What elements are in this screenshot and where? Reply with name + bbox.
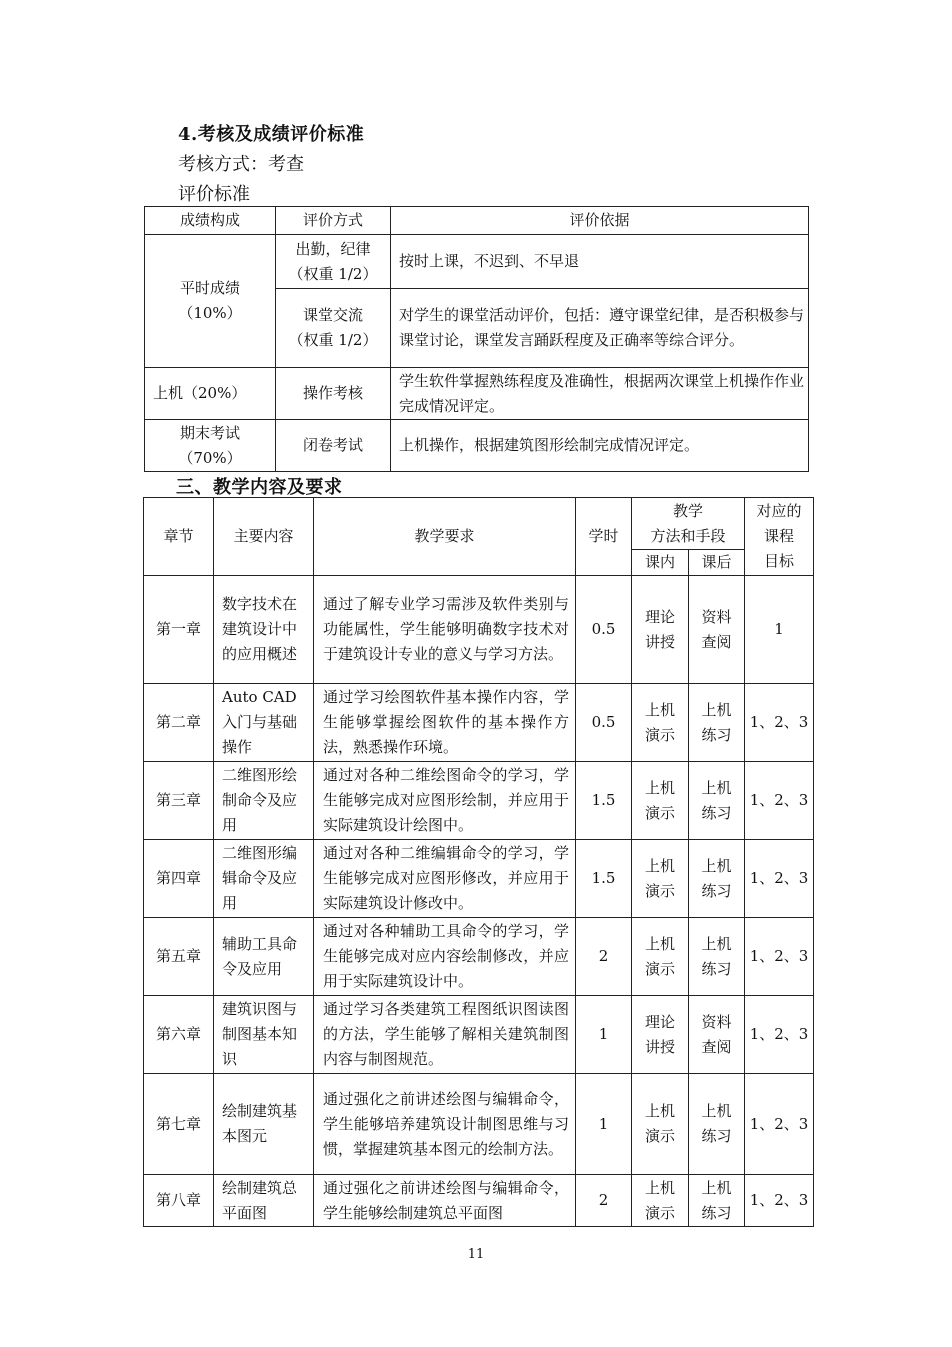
eval-method-attendance: 出勤，纪律 （权重 1/2） <box>276 235 391 289</box>
table-row <box>144 1175 814 1227</box>
requirement-cell: 通过强化之前讲述绘图与编辑命令，学生能够绘制建筑总平面图 <box>314 1175 576 1227</box>
evaluation-table <box>144 206 809 472</box>
chapter-cell: 第三章 <box>144 762 214 840</box>
course-target-cell: 1、2、3 <box>745 996 814 1074</box>
hours-cell: 1 <box>576 1074 632 1175</box>
assessment-method: 考核方式：考查 <box>178 154 304 175</box>
evaluation-table-header <box>145 207 809 235</box>
table-row <box>144 840 814 918</box>
hours-cell: 1 <box>576 996 632 1074</box>
hours-cell: 2 <box>576 918 632 996</box>
requirement-cell: 通过对各种辅助工具命令的学习，学生能够完成对应内容绘制修改，并应用于实际建筑设计中。 <box>314 918 576 996</box>
requirement-cell: 通过学习绘图软件基本操作内容，学生能够掌握绘图软件的基本操作方法，熟悉操作环境。 <box>314 684 576 762</box>
main-content-cell: 绘制建筑总平面图 <box>214 1175 314 1227</box>
section-heading-assessment: 4.考核及成绩评价标准 <box>178 124 365 145</box>
chapter-cell: 第二章 <box>144 684 214 762</box>
after-class-method-cell: 上机 练习 <box>689 1175 745 1227</box>
main-content-cell: 数字技术在建筑设计中的应用概述 <box>214 576 314 684</box>
table-row <box>144 576 814 684</box>
after-class-method-cell: 上机 练习 <box>689 840 745 918</box>
chapter-cell: 第七章 <box>144 1074 214 1175</box>
course-target-cell: 1、2、3 <box>745 684 814 762</box>
content-table-header <box>144 498 814 550</box>
hours-cell: 0.5 <box>576 684 632 762</box>
main-content-cell: 建筑识图与制图基本知识 <box>214 996 314 1074</box>
course-target-cell: 1、2、3 <box>745 1175 814 1227</box>
chapter-cell: 第六章 <box>144 996 214 1074</box>
in-class-method-cell: 上机 演示 <box>632 840 689 918</box>
eval-basis-operation: 学生软件掌握熟练程度及准确性，根据两次课堂上机操作作业完成情况评定。 <box>391 368 809 420</box>
eval-basis-attendance: 按时上课，不迟到、不早退 <box>391 235 809 289</box>
course-target-cell: 1、2、3 <box>745 840 814 918</box>
hours-cell: 1.5 <box>576 762 632 840</box>
main-content-cell: 二维图形绘制命令及应用 <box>214 762 314 840</box>
header-after-class: 课后 <box>689 550 745 576</box>
requirement-cell: 通过对各种二维绘图命令的学习，学生能够完成对应图形绘制，并应用于实际建筑设计绘图中。 <box>314 762 576 840</box>
eval-method-operation: 操作考核 <box>276 368 391 420</box>
in-class-method-cell: 上机 演示 <box>632 918 689 996</box>
chapter-cell: 第八章 <box>144 1175 214 1227</box>
requirement-cell: 通过强化之前讲述绘图与编辑命令，学生能够培养建筑设计制图思维与习惯，掌握建筑基本图元的绘制方法。 <box>314 1074 576 1175</box>
course-target-cell: 1、2、3 <box>745 918 814 996</box>
main-content-cell: 绘制建筑基本图元 <box>214 1074 314 1175</box>
header-course-target: 对应的 课程 目标 <box>745 498 814 576</box>
after-class-method-cell: 上机 练习 <box>689 1074 745 1175</box>
content-table-body <box>144 576 814 1227</box>
header-chapter: 章节 <box>144 498 214 576</box>
eval-basis-discussion: 对学生的课堂活动评价，包括：遵守课堂纪律，是否积极参与课堂讨论，课堂发言踊跃程度及正确率等综合评分。 <box>391 289 809 368</box>
in-class-method-cell: 上机 演示 <box>632 762 689 840</box>
hours-cell: 2 <box>576 1175 632 1227</box>
requirement-cell: 通过学习各类建筑工程图纸识图读图的方法，学生能够了解相关建筑制图内容与制图规范。 <box>314 996 576 1074</box>
in-class-method-cell: 上机 演示 <box>632 1074 689 1175</box>
table-row <box>144 1074 814 1175</box>
grade-component-final: 期末考试 （70%） <box>145 420 276 472</box>
table-row <box>144 996 814 1074</box>
header-grade-component: 成绩构成 <box>145 207 276 235</box>
after-class-method-cell: 资料 查阅 <box>689 996 745 1074</box>
course-target-cell: 1、2、3 <box>745 762 814 840</box>
requirement-cell: 通过对各种二维编辑命令的学习，学生能够完成对应图形修改，并应用于实际建筑设计修改中。 <box>314 840 576 918</box>
in-class-method-cell: 上机 演示 <box>632 1175 689 1227</box>
after-class-method-cell: 资料 查阅 <box>689 576 745 684</box>
in-class-method-cell: 上机 演示 <box>632 684 689 762</box>
table-row <box>144 684 814 762</box>
table-row <box>144 762 814 840</box>
grade-component-lab: 上机（20%） <box>145 368 276 420</box>
hours-cell: 1.5 <box>576 840 632 918</box>
eval-basis-final: 上机操作，根据建筑图形绘制完成情况评定。 <box>391 420 809 472</box>
hours-cell: 0.5 <box>576 576 632 684</box>
course-target-cell: 1 <box>745 576 814 684</box>
header-main-content: 主要内容 <box>214 498 314 576</box>
header-requirement: 教学要求 <box>314 498 576 576</box>
after-class-method-cell: 上机 练习 <box>689 762 745 840</box>
eval-method-closed-exam: 闭卷考试 <box>276 420 391 472</box>
chapter-cell: 第五章 <box>144 918 214 996</box>
page-number: 11 <box>467 1247 485 1262</box>
table-row <box>145 368 809 420</box>
table-row <box>145 420 809 472</box>
main-content-cell: 辅助工具命令及应用 <box>214 918 314 996</box>
table-row <box>144 918 814 996</box>
evaluation-standard-label: 评价标准 <box>178 184 250 205</box>
course-target-cell: 1、2、3 <box>745 1074 814 1175</box>
teaching-content-table <box>143 497 814 1227</box>
grade-component-regular: 平时成绩 （10%） <box>145 235 276 368</box>
header-eval-basis: 评价依据 <box>391 207 809 235</box>
after-class-method-cell: 上机 练习 <box>689 918 745 996</box>
header-in-class: 课内 <box>632 550 689 576</box>
main-content-cell: 二维图形编辑命令及应用 <box>214 840 314 918</box>
section-heading-teaching-content: 三、教学内容及要求 <box>176 477 343 498</box>
after-class-method-cell: 上机 练习 <box>689 684 745 762</box>
header-eval-method: 评价方式 <box>276 207 391 235</box>
main-content-cell: Auto CAD入门与基础操作 <box>214 684 314 762</box>
eval-method-discussion: 课堂交流 （权重 1/2） <box>276 289 391 368</box>
requirement-cell: 通过了解专业学习需涉及软件类别与功能属性，学生能够明确数字技术对于建筑设计专业的意义与学习方法。 <box>314 576 576 684</box>
header-teaching-method: 教学 方法和手段 <box>632 498 745 550</box>
chapter-cell: 第四章 <box>144 840 214 918</box>
in-class-method-cell: 理论 讲授 <box>632 576 689 684</box>
header-hours: 学时 <box>576 498 632 576</box>
in-class-method-cell: 理论 讲授 <box>632 996 689 1074</box>
chapter-cell: 第一章 <box>144 576 214 684</box>
table-row <box>145 235 809 289</box>
